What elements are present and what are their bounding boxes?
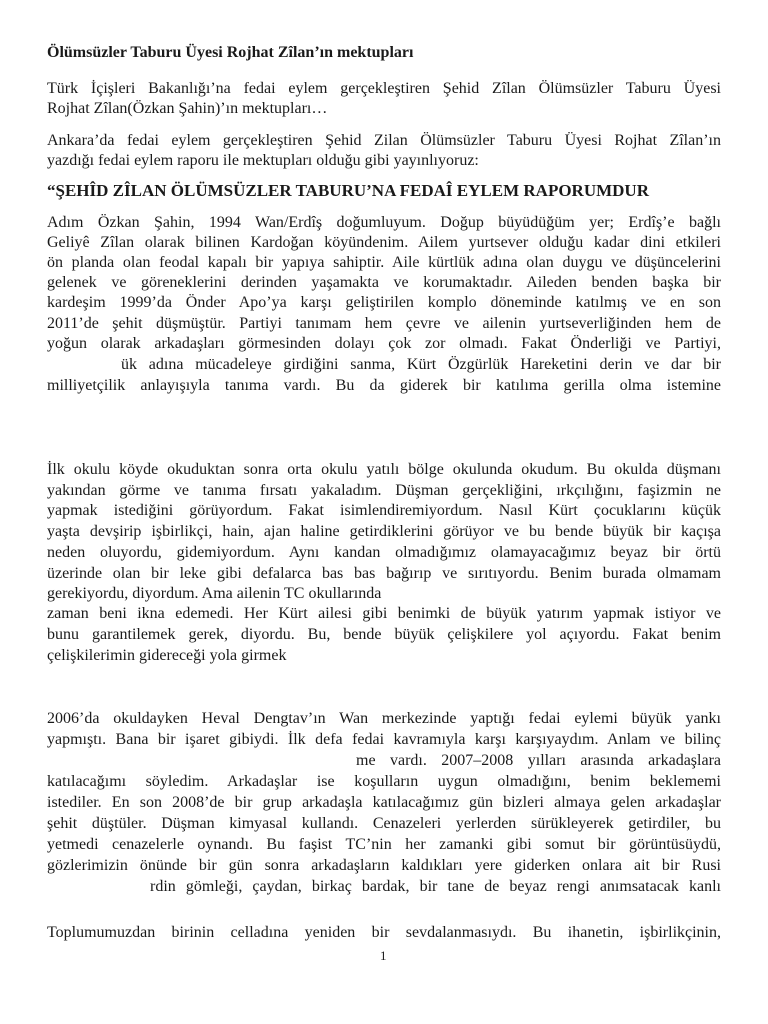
para3-line-1: 2006’da okuldayken Heval Dengtav’ın Wan merkezinde yaptığı fedai eylemi büyük yankı bbox=[47, 710, 721, 727]
document-title: Ölümsüzler Taburu Üyesi Rojhat Zîlan’ın mektupları bbox=[47, 44, 414, 61]
para3-line-4: katılacağımı söyledim. Arkadaşlar ise koşulların uygun olmadığını, benim beklememi bbox=[47, 773, 721, 790]
para3-line-5: istediler. En son 2008’de bir grup arkadaşla katılacağımız gün bizleri almaya gelen arkadaşlar bbox=[47, 794, 721, 811]
para3-line-6: şehit düştüler. Düşman kimyasal kullandı. Cenazeleri yerlerden sürükleyerek getirdiler, bu bbox=[47, 815, 721, 832]
para1-line-7: yoğun olarak arkadaşları görmesinden dolayı çok zor olmadı. Fakat Önderliği ve Partiyi, bbox=[47, 335, 721, 352]
para2-line-7: gerekiyordu, diyordum. Ama ailenin TC okullarında bbox=[47, 585, 382, 602]
intro1-line-1: Türk İçişleri Bakanlığı’na fedai eylem gerçekleştiren Şehid Zîlan Ölümsüzler Taburu Üyesi bbox=[47, 80, 721, 97]
para2-line-3: yapmak istediğini görüyordum. Fakat isimlendiremiyordum. Nasıl Kürt çocuklarını küçük bbox=[47, 502, 721, 519]
para1-line-5: kardeşim 1999’da Önder Apo’ya karşı geliştirilen komplo döneminde katılmış ve en son bbox=[47, 294, 721, 311]
para4-line-1: Toplumumuzdan birinin celladına yeniden bir sevdalanmasıydı. Bu ihanetin, işbirlikçinin, bbox=[47, 924, 721, 941]
para1-line-3: ön planda olan feodal kapalı bir yapıya sahiptir. Aile kürtlük adına olan duygu ve düşüncelerini bbox=[47, 254, 721, 271]
intro2-line-2: yazdığı fedai eylem raporu ile mektupları olduğu gibi yayınlıyoruz: bbox=[47, 152, 479, 169]
para3-line-9: rdin gömleği, çaydan, birkaç bardak, bir tane de beyaz rengi anımsatacak kanlı bbox=[150, 878, 721, 895]
para3-line-3: me vardı. 2007–2008 yılları arasında arkadaşlara bbox=[356, 752, 721, 769]
page-number: 1 bbox=[380, 948, 387, 963]
para2-line-6: üzerinde olan bir leke gibi defalarca bas bas bağırıp ve sırıtıyordu. Benim burada olmamam bbox=[47, 565, 721, 582]
para3-line-2: yapmıştı. Bana bir işaret gibiydi. İlk defa fedai kavramıyla karşı karşıyaydım. Anlam ve bilinç bbox=[47, 731, 721, 748]
report-heading: “ŞEHÎD ZÎLAN ÖLÜMSÜZLER TABURU’NA FEDAÎ EYLEM RAPORUMDUR bbox=[47, 181, 649, 200]
para2-line-1: İlk okulu köyde okuduktan sonra orta okulu yatılı bölge okulunda okudum. Bu okulda düşmanı bbox=[47, 461, 721, 478]
intro1-line-2: Rojhat Zîlan(Özkan Şahin)’ın mektupları… bbox=[47, 100, 328, 117]
para3-line-7: yetmedi cenazelerle oynandı. Bu faşist TC’nin her zamanki gibi somut bir görüntüsüydü, bbox=[47, 836, 721, 853]
para1-line-4: gelenek ve göreneklerini derinden yaşamakta ve korumaktadır. Aileden benden başka bir bbox=[47, 274, 721, 291]
para1-line-1: Adım Özkan Şahin, 1994 Wan/Erdîş doğumluyum. Doğup büyüdüğüm yer; Erdîş’e bağlı bbox=[47, 214, 721, 231]
para2-line-4: yaşta devşirip işbirlikçi, hain, ajan haline getirdiklerini görüyor ve bu bende büyük bir kaçışa bbox=[47, 523, 721, 540]
para1-line-8: ük adına mücadeleye girdiğini sanma, Kürt Özgürlük Hareketini derin ve dar bir bbox=[121, 356, 721, 373]
para2-line-8: zaman beni ikna edemedi. Her Kürt ailesi gibi benimki de büyük yatırım yapmak istiyor ve bbox=[47, 605, 721, 622]
para2-line-2: yakından görme ve tanıma fırsatı yakaladım. Düşman gerçekliğini, ırkçılığını, faşizmin ne bbox=[47, 482, 721, 499]
para2-line-9: bunu garantilemek gerek, diyordu. Bu, bende büyük çelişkilere yol açıyordu. Fakat benim bbox=[47, 626, 721, 643]
para1-line-9: milliyetçilik anlayışıyla tanıma vardı. Bu da giderek bir katılıma gerilla olma istemine bbox=[47, 377, 721, 394]
para3-line-8: gözlerimizin önünde bir gün sonra arkadaşların kaldıkları yere giderken onlara ait bir Rusi bbox=[47, 857, 721, 874]
para1-line-6: 2011’de şehit düşmüştür. Partiyi tanımam hem çevre ve ailenin yurtseverliğinden hem de bbox=[47, 315, 721, 332]
para2-line-10: çelişkilerimin gidereceği yola girmek bbox=[47, 647, 287, 664]
para1-line-2: Geliyê Zîlan olarak bilinen Kardoğan köyündenim. Ailem yurtsever olduğu kadar dini etkileri bbox=[47, 234, 721, 251]
para2-line-5: neden oluyordu, gidemiyordum. Aynı kandan olmadığımız olamayacağımız beyaz bir örtü bbox=[47, 544, 721, 561]
intro2-line-1: Ankara’da fedai eylem gerçekleştiren Şehid Zilan Ölümsüzler Taburu Üyesi Rojhat Zîlan’ın bbox=[47, 132, 721, 149]
